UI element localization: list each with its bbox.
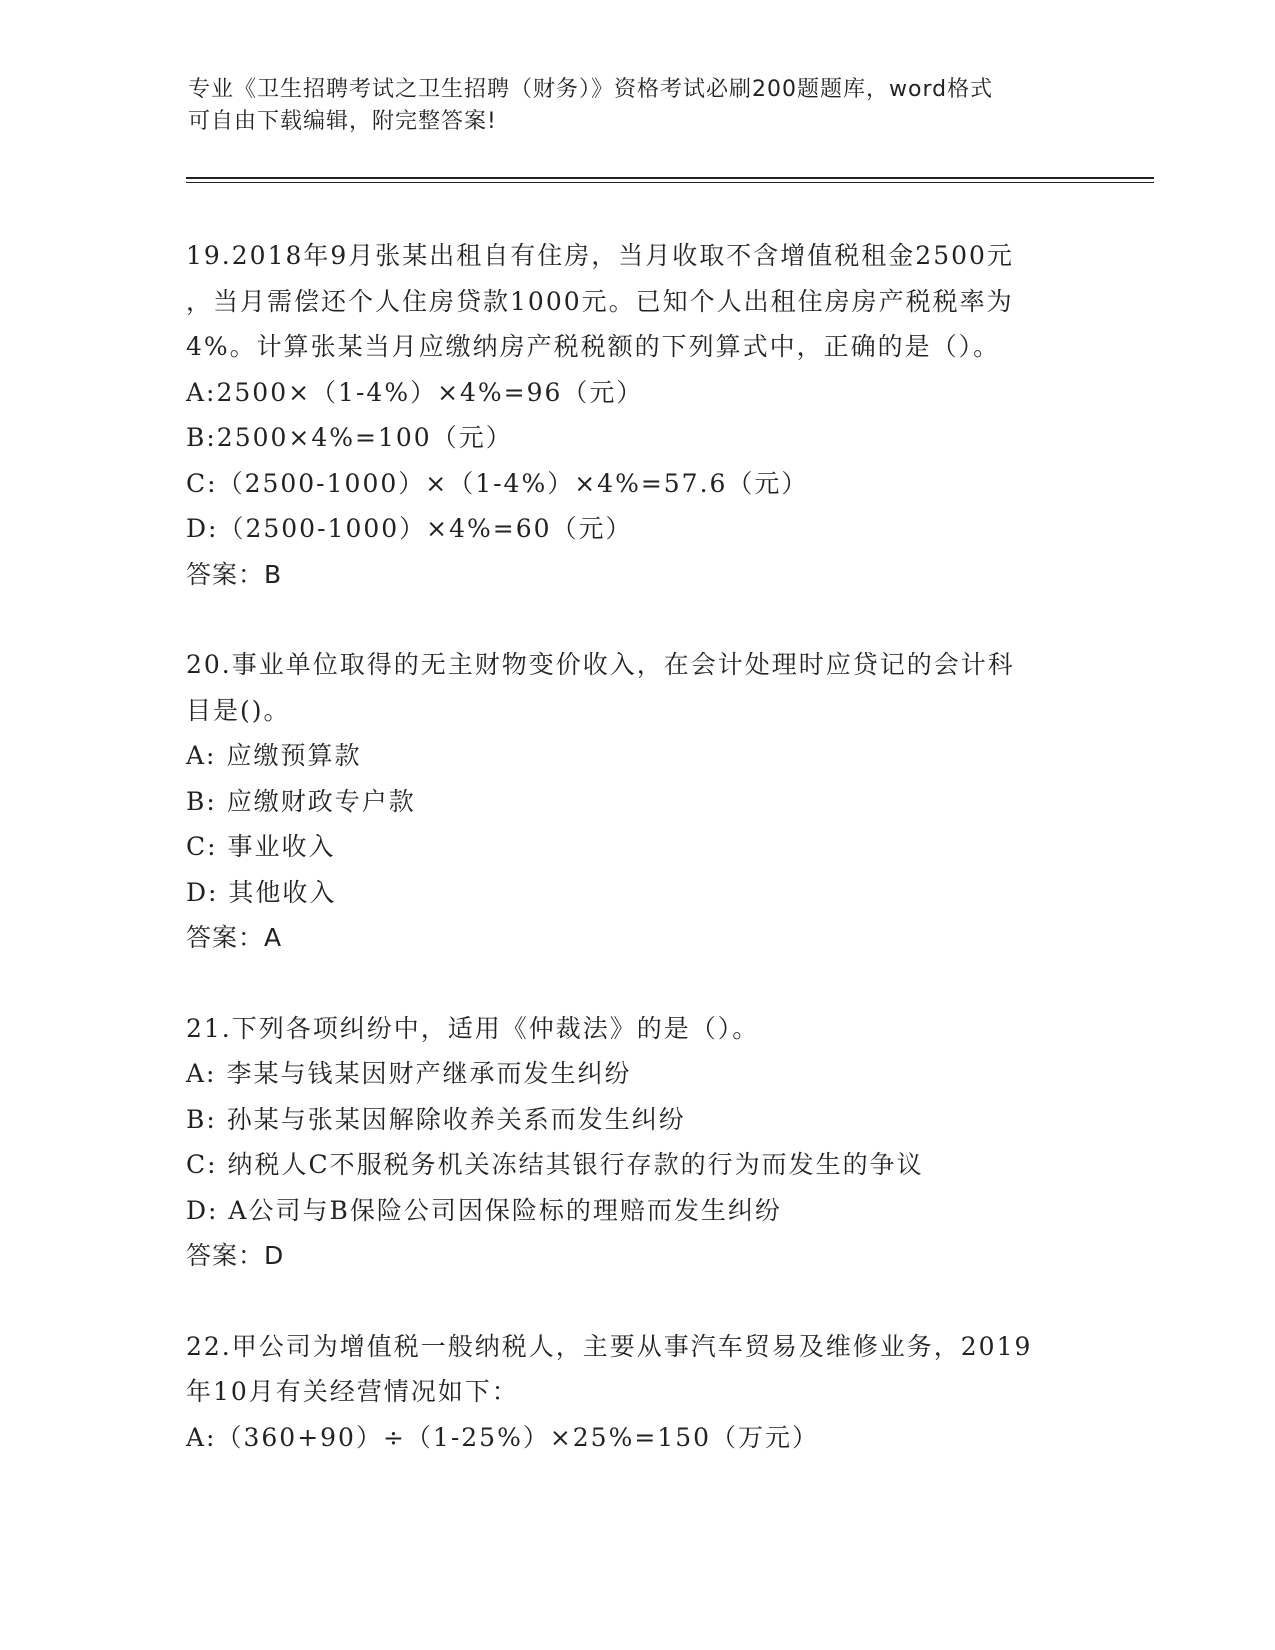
document-header [188,74,1068,138]
option-label: B: [186,786,217,816]
option-c [186,824,1096,870]
header-divider-thick [186,177,1154,179]
option-c [186,461,1096,507]
option-text: 应缴预算款 [226,741,362,770]
option-text: 2500×（1-4%）×4%=96（元） [216,377,644,407]
question-stem-line: 年10月有关经营情况如下： [186,1377,519,1406]
answer-line: 答案：B [186,559,283,589]
question-stem-line: ，当月需偿还个人住房贷款1000元。已知个人出租住房房产税税率为 [186,286,1014,316]
question-21 [186,1006,1096,1279]
option-text: 事业收入 [227,832,336,861]
option-text: （2500-1000）×（1-4%）×4%=57.6（元） [217,468,809,498]
option-label: A: [186,377,217,407]
option-b [186,415,1096,461]
question-stem-line: 20.事业单位取得的无主财物变价收入，在会计处理时应贷记的会计科 [186,650,1015,679]
question-stem-line: 19.2018年9月张某出租自有住房，当月收取不含增值税租金2500元 [186,241,1014,270]
answer-line: 答案：A [186,923,283,952]
header-divider-thin [186,182,1154,183]
header-title-line-1: 专业《卫生招聘考试之卫生招聘（财务）》资格考试必刷200题题库，word格式 [188,77,994,102]
option-text: 2500×4%=100（元） [216,423,513,452]
option-label: C: [186,1150,218,1179]
option-a [186,370,1096,416]
option-text: 纳税人C不服税务机关冻结其银行存款的行为而发生的争议 [227,1150,924,1179]
question-list [186,233,1096,1505]
option-d [186,1188,1096,1234]
question-22 [186,1324,1096,1461]
option-label: C: [186,468,218,498]
header-title-line-2: 可自由下载编辑，附完整答案! [188,109,497,134]
option-label: A: [186,1422,217,1452]
option-b [186,1097,1096,1143]
option-text: 李某与钱某因财产继承而发生纠纷 [226,1059,632,1088]
option-text: （360+90）÷（1-25%）×25%=150（万元） [216,1422,820,1452]
option-label: D: [186,1195,219,1225]
question-stem-line: 4%。计算张某当月应缴纳房产税税额的下列算式中，正确的是（）。 [186,332,1001,361]
option-text: 应缴财政专户款 [226,786,416,816]
option-a [186,1415,1096,1461]
option-c [186,1142,1096,1188]
option-label: B: [186,423,217,452]
option-text: A公司与B保险公司因保险标的理赔而发生纠纷 [228,1195,782,1225]
option-a [186,1051,1096,1097]
option-text: 孙某与张某因解除收养关系而发生纠纷 [226,1104,686,1134]
option-d [186,870,1096,916]
option-label: A: [186,741,217,770]
question-20 [186,642,1096,961]
question-stem-line: 22.甲公司为增值税一般纳税人，主要从事汽车贸易及维修业务，2019 [186,1331,1033,1361]
option-d [186,506,1096,552]
question-stem-line: 目是()。 [186,695,291,725]
option-label: D: [186,514,219,543]
option-a [186,733,1096,779]
question-stem-line: 21.下列各项纠纷中，适用《仲裁法》的是（）。 [186,1013,760,1043]
option-text: （2500-1000）×4%=60（元） [218,514,633,543]
option-label: A: [186,1059,217,1088]
answer-line: 答案：D [186,1241,285,1270]
option-label: B: [186,1104,217,1134]
option-label: C: [186,832,218,861]
question-19 [186,233,1096,597]
option-text: 其他收入 [228,877,337,907]
option-label: D: [186,877,219,907]
option-b [186,779,1096,825]
